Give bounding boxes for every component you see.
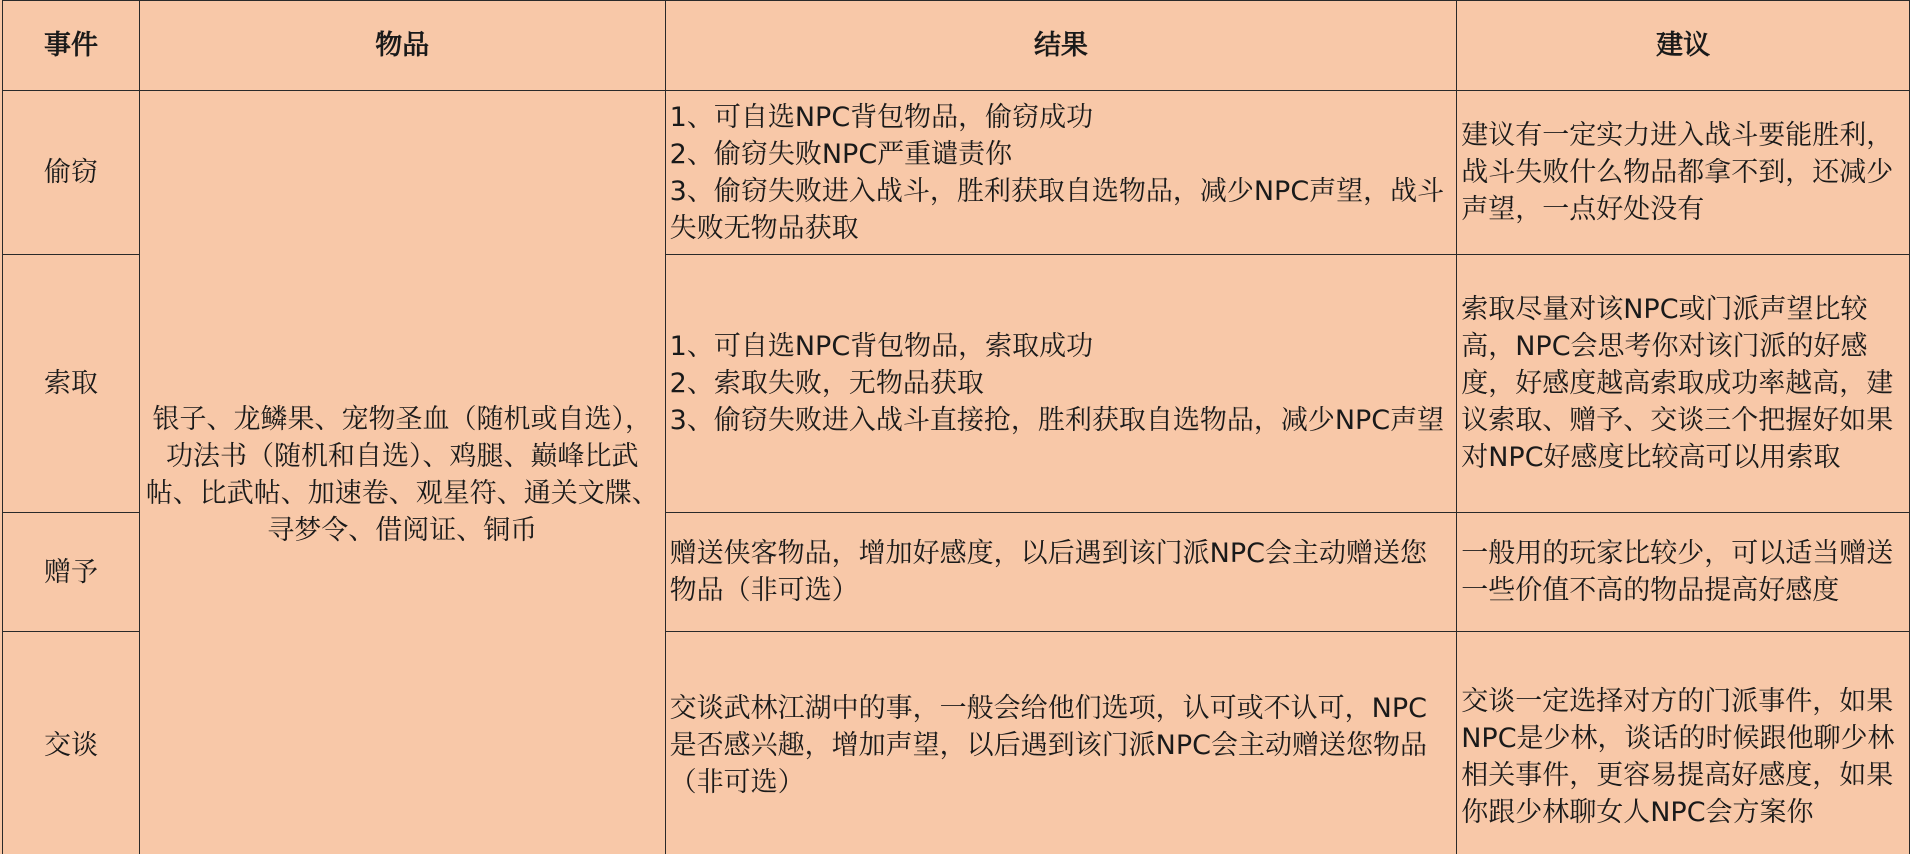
advice-cell[interactable] — [1457, 91, 1910, 255]
header-advice[interactable]: 建议 — [1457, 1, 1910, 91]
event-cell[interactable]: 偷窃 — [3, 91, 140, 255]
result-cell[interactable] — [665, 513, 1457, 632]
result-line: 2、索取失败，无物品获取 — [669, 368, 984, 399]
advice-cell[interactable] — [1457, 255, 1910, 513]
advice-text: 交谈一定选择对方的门派事件，如果NPC是少林，谈话的时候跟他聊少林相关事件，更容易提高好感度，如果你跟少林聊女人NPC会方案你 — [1461, 686, 1895, 828]
header-row — [3, 1, 1910, 91]
table-row — [3, 91, 1910, 255]
advice-text: 索取尽量对该NPC或门派声望比较高，NPC会思考你对该门派的好感度，好感度越高索取成功率越高，建议索取、赠予、交谈三个把握好如果对NPC好感度比较高可以用索取 — [1461, 294, 1894, 473]
result-line: 赠送侠客物品，增加好感度，以后遇到该门派NPC会主动赠送您物品（非可选） — [669, 538, 1427, 606]
result-line: 交谈武林江湖中的事，一般会给他们选项，认可或不认可，NPC是否感兴趣，增加声望，以后遇到该门派NPC会主动赠送您物品（非可选） — [669, 692, 1427, 798]
advice-text: 建议有一定实力进入战斗要能胜利，战斗失败什么物品都拿不到，还减少声望，一点好处没有 — [1461, 120, 1894, 225]
result-cell[interactable] — [665, 91, 1457, 255]
result-line: 1、可自选NPC背包物品，索取成功 — [669, 331, 1094, 362]
result-line: 1、可自选NPC背包物品，偷窃成功 — [669, 101, 1094, 133]
event-cell[interactable]: 交谈 — [3, 632, 140, 854]
event-cell[interactable]: 赠予 — [3, 513, 140, 632]
items-cell[interactable]: 银子、龙鳞果、宠物圣血（随机或自选），功法书（随机和自选）、鸡腿、巅峰比武帖、比武帖、加速卷、观星符、通关文牒、寻梦令、借阅证、铜币 — [139, 91, 665, 854]
result-cell[interactable] — [665, 632, 1457, 854]
header-result[interactable]: 结果 — [665, 1, 1457, 91]
result-cell[interactable] — [665, 255, 1457, 513]
result-line: 2、偷窃失败NPC严重谴责你 — [669, 138, 1013, 170]
advice-cell[interactable] — [1457, 632, 1910, 854]
header-items[interactable]: 物品 — [139, 1, 665, 91]
advice-cell[interactable] — [1457, 513, 1910, 632]
npc-interaction-table — [2, 0, 1910, 854]
result-line: 3、偷窃失败进入战斗，胜利获取自选物品，减少NPC声望，战斗失败无物品获取 — [669, 175, 1445, 244]
advice-text: 一般用的玩家比较少，可以适当赠送一些价值不高的物品提高好感度 — [1461, 538, 1894, 606]
result-line: 3、偷窃失败进入战斗直接抢，胜利获取自选物品，减少NPC声望 — [669, 405, 1445, 436]
header-event[interactable]: 事件 — [3, 1, 140, 91]
event-cell[interactable]: 索取 — [3, 255, 140, 513]
